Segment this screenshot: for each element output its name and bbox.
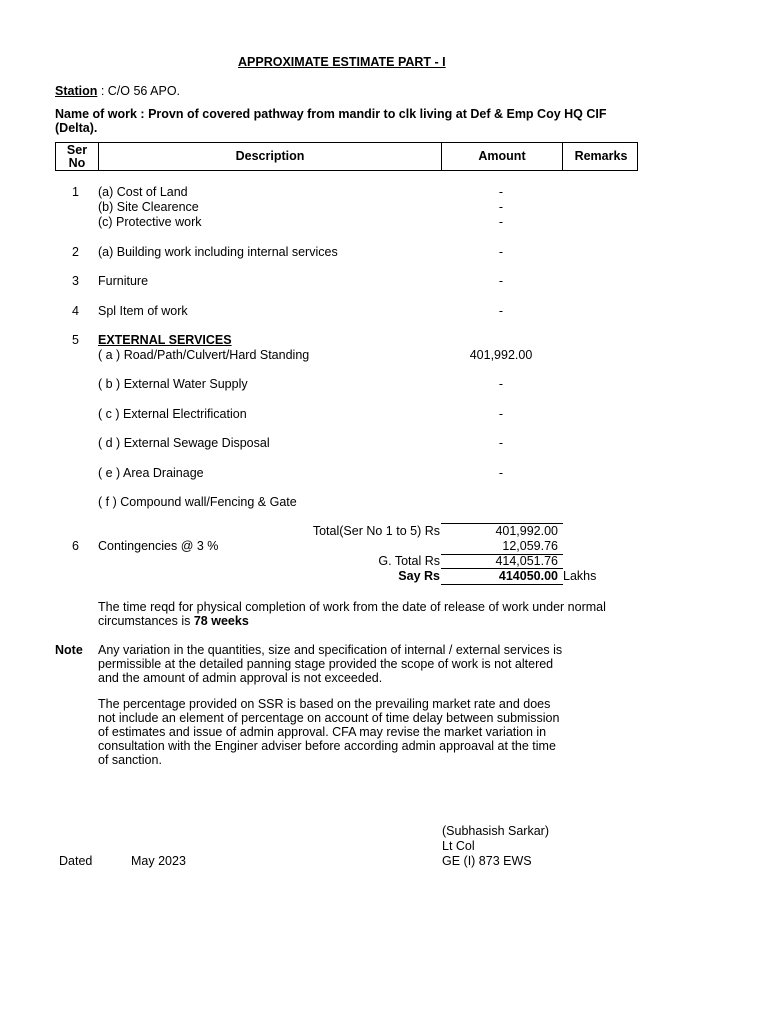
say-value: 414050.00 bbox=[498, 569, 558, 583]
ser-4: 4 bbox=[72, 304, 79, 318]
item-3: Furniture bbox=[98, 274, 149, 288]
total-value: 401,992.00 bbox=[495, 524, 558, 538]
gtotal-label: G. Total Rs bbox=[378, 554, 440, 568]
say-bottom-rule bbox=[441, 584, 563, 585]
signature-rank: Lt Col bbox=[442, 839, 475, 853]
ser-2: 2 bbox=[72, 245, 79, 259]
name-of-work: Name of work : Provn of covered pathway from mandir to clk living at Def & Emp Coy HQ CIF (Delta). bbox=[55, 107, 607, 135]
amount-5d: - bbox=[498, 436, 504, 450]
station-line bbox=[55, 84, 180, 99]
station-label: Station bbox=[55, 84, 98, 98]
item-5c: ( c ) External Electrification bbox=[98, 407, 247, 421]
page-title: APPROXIMATE ESTIMATE PART - I bbox=[238, 55, 446, 69]
item-5e: ( e ) Area Drainage bbox=[98, 466, 204, 480]
say-label: Say Rs bbox=[398, 569, 440, 583]
amount-5e: - bbox=[498, 466, 504, 480]
external-services-heading: EXTERNAL SERVICES bbox=[98, 333, 232, 347]
amount-3: - bbox=[498, 274, 504, 288]
header-ser-no: Ser No bbox=[56, 143, 99, 170]
total-label: Total(Ser No 1 to 5) Rs bbox=[312, 524, 440, 538]
dated-label: Dated bbox=[59, 854, 93, 868]
contingencies-label: Contingencies @ 3 % bbox=[98, 539, 219, 553]
amount-5c: - bbox=[498, 407, 504, 421]
amount-4: - bbox=[498, 304, 504, 318]
amount-1c: - bbox=[498, 215, 504, 229]
note-label: Note bbox=[55, 643, 83, 657]
item-5a: ( a ) Road/Path/Culvert/Hard Standing bbox=[98, 348, 310, 362]
item-5d: ( d ) External Sewage Disposal bbox=[98, 436, 270, 450]
item-1b: (b) Site Clearence bbox=[98, 200, 199, 214]
dated-value: May 2023 bbox=[131, 854, 186, 868]
header-amount: Amount bbox=[442, 143, 563, 170]
item-5b: ( b ) External Water Supply bbox=[98, 377, 248, 391]
amount-1b: - bbox=[498, 200, 504, 214]
item-4: Spl Item of work bbox=[98, 304, 188, 318]
ser-1: 1 bbox=[72, 185, 79, 199]
gtotal-value: 414,051.76 bbox=[495, 554, 558, 568]
signature-unit: GE (I) 873 EWS bbox=[442, 854, 532, 868]
say-unit: Lakhs bbox=[563, 569, 597, 583]
station-value: : C/O 56 APO. bbox=[97, 84, 181, 98]
amount-5b: - bbox=[498, 377, 504, 391]
completion-text bbox=[98, 600, 638, 628]
completion-weeks: 78 weeks bbox=[193, 614, 249, 628]
signature-name: (Subhasish Sarkar) bbox=[442, 824, 549, 838]
header-remarks: Remarks bbox=[574, 149, 628, 163]
item-1a: (a) Cost of Land bbox=[98, 185, 188, 199]
note-paragraph-2: The percentage provided on SSR is based on the prevailing market rate and does not include an element of percentage on account of time delay between submission of estimates and issue of admin approval. CFA may revise the market variation in consultation with the Enginer adviser before according admin approaval at the time of sanction. bbox=[98, 697, 560, 767]
item-5f: ( f ) Compound wall/Fencing & Gate bbox=[98, 495, 297, 509]
amount-2: - bbox=[498, 245, 504, 259]
header-description: Description bbox=[99, 143, 442, 170]
item-2: (a) Building work including internal services bbox=[98, 245, 338, 259]
amount-5a: 401,992.00 bbox=[469, 348, 533, 362]
ser-5: 5 bbox=[72, 333, 79, 347]
ser-3: 3 bbox=[72, 274, 79, 288]
contingencies-value: 12,059.76 bbox=[502, 539, 558, 553]
item-1c: (c) Protective work bbox=[98, 215, 202, 229]
completion-sentence: The time reqd for physical completion of work from the date of release of work under normal circumstances is bbox=[98, 600, 606, 628]
amount-1a: - bbox=[498, 185, 504, 199]
note-paragraph-1: Any variation in the quantities, size and specification of internal / external services is permissible at the detailed panning stage provided the scope of work is not altered and the amount of admin approval is not exceeded. bbox=[98, 643, 563, 685]
table-header bbox=[55, 142, 638, 171]
ser-6: 6 bbox=[72, 539, 79, 553]
